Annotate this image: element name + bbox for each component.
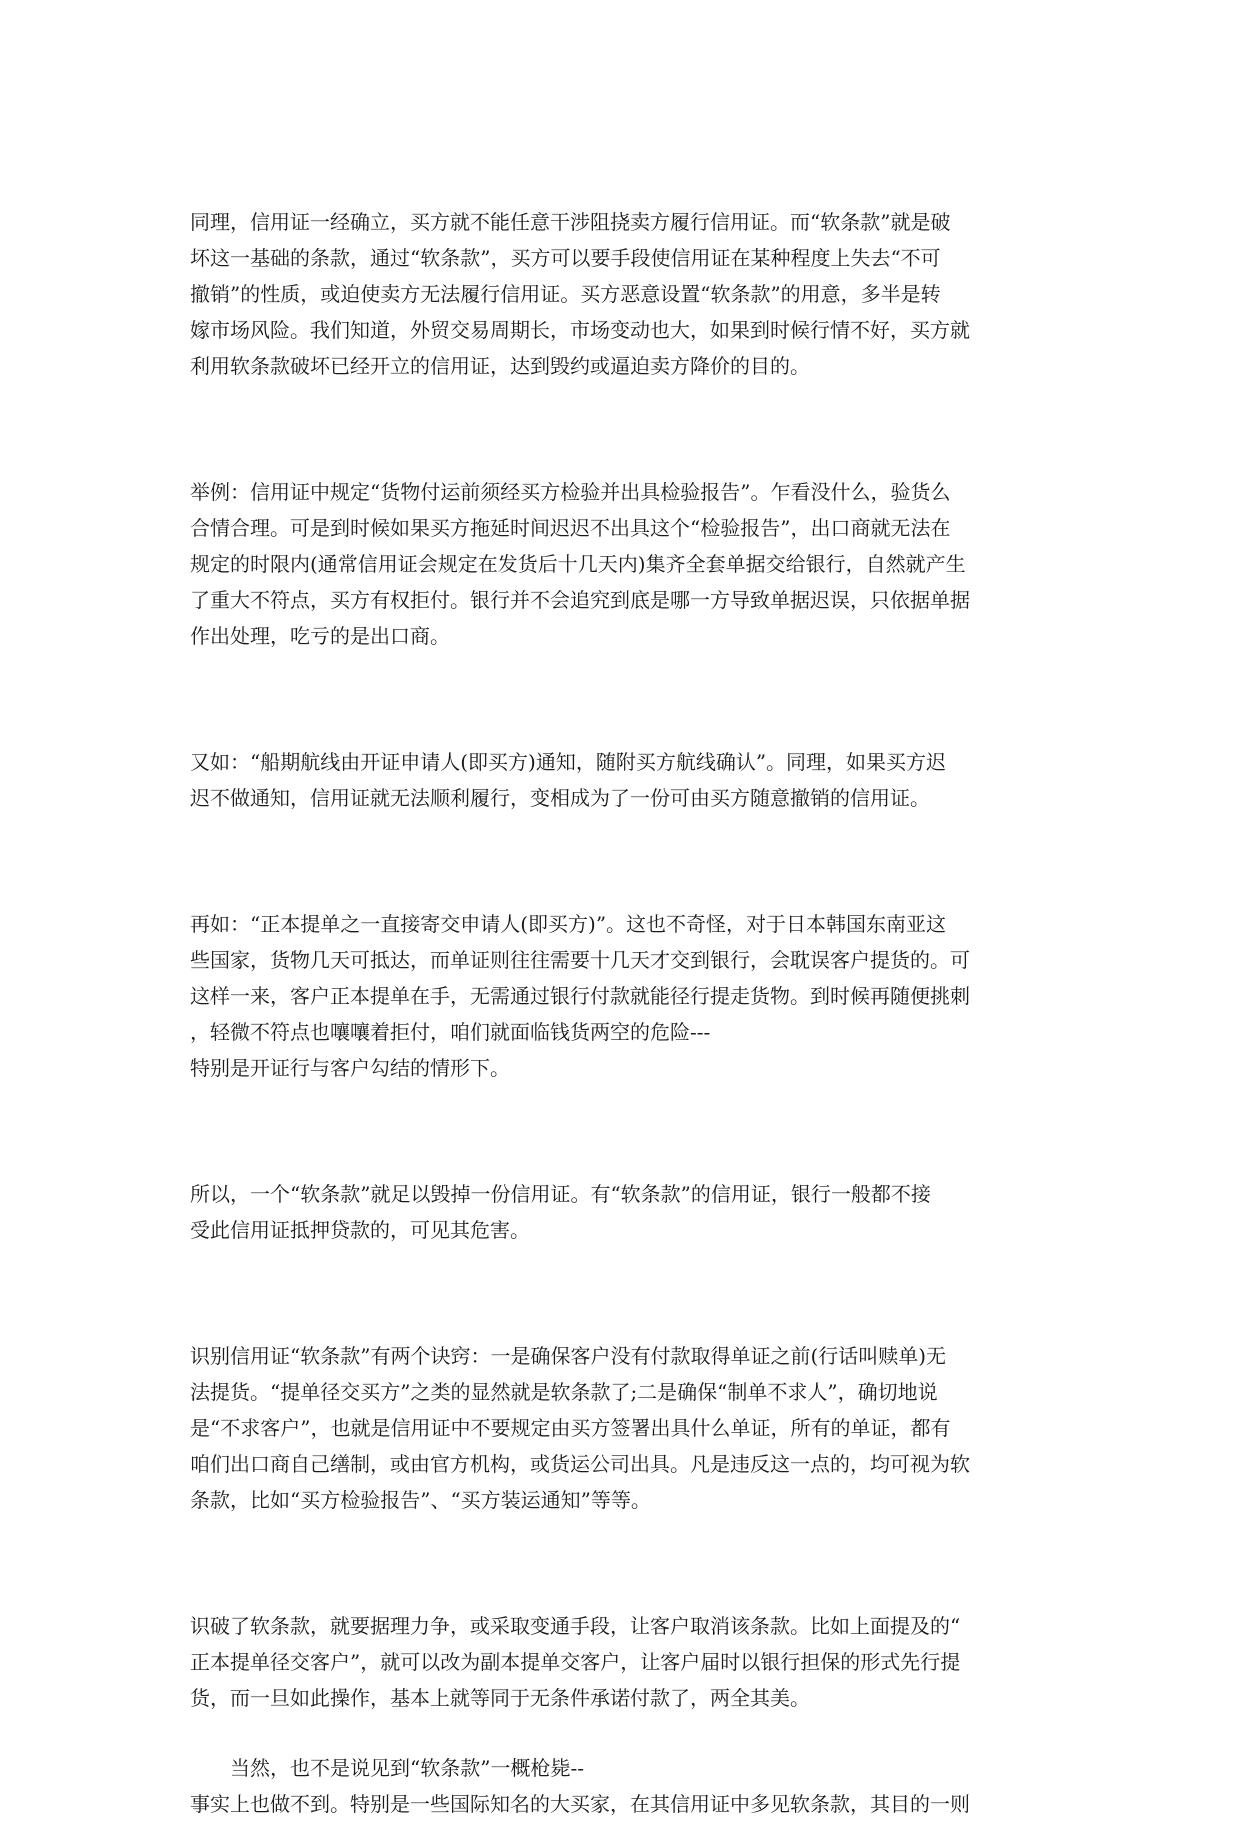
text-line: 咱们出口商自己缮制，或由官方机构，或货运公司出具。凡是违反这一点的，均可视为软 <box>190 1452 970 1476</box>
text-line: 同理，信用证一经确立，买方就不能任意干涉阻挠卖方履行信用证。而“软条款”就是破 <box>190 210 951 234</box>
text-line: 迟不做通知，信用证就无法顺利履行，变相成为了一份可由买方随意撤销的信用证。 <box>190 786 930 810</box>
text-line: 这样一来，客户正本提单在手，无需通过银行付款就能径行提走货物。到时候再随便挑刺 <box>190 984 970 1008</box>
paragraph-6 <box>190 1338 1050 1518</box>
text-line: 作出处理，吃亏的是出口商。 <box>190 624 450 648</box>
paragraph-8 <box>190 1750 1050 1822</box>
text-line: 受此信用证抵押贷款的，可见其危害。 <box>190 1218 530 1242</box>
text-line: 事实上也做不到。特别是一些国际知名的大买家，在其信用证中多见软条款，其目的一则 <box>190 1792 970 1816</box>
paragraph-spacer <box>190 1248 1050 1338</box>
text-line: 合情合理。可是到时候如果买方拖延时间迟迟不出具这个“检验报告”，出口商就无法在 <box>190 516 951 540</box>
paragraph-5 <box>190 1176 1050 1248</box>
text-line: 嫁市场风险。我们知道，外贸交易周期长，市场变动也大，如果到时候行情不好，买方就 <box>190 318 970 342</box>
document-body <box>190 204 1050 1822</box>
paragraph-spacer <box>190 1716 1050 1750</box>
text-line: 了重大不符点，买方有权拒付。银行并不会追究到底是哪一方导致单据迟误，只依据单据 <box>190 588 970 612</box>
paragraph-3 <box>190 744 1050 816</box>
paragraph-spacer <box>190 1086 1050 1176</box>
text-line: 规定的时限内(通常信用证会规定在发货后十几天内)集齐全套单据交给银行，自然就产生 <box>190 552 966 576</box>
paragraph-2 <box>190 474 1050 654</box>
text-line: 正本提单径交客户”，就可以改为副本提单交客户，让客户届时以银行担保的形式先行提 <box>190 1650 961 1674</box>
text-line: 所以，一个“软条款”就足以毁掉一份信用证。有“软条款”的信用证，银行一般都不接 <box>190 1182 931 1206</box>
paragraph-7 <box>190 1608 1050 1716</box>
text-line: 利用软条款破坏已经开立的信用证，达到毁约或逼迫卖方降价的目的。 <box>190 354 810 378</box>
text-line: 再如：“正本提单之一直接寄交申请人(即买方)”。这也不奇怪，对于日本韩国东南亚这 <box>190 912 947 936</box>
text-line: 条款，比如“买方检验报告”、“买方装运通知”等等。 <box>190 1488 651 1512</box>
paragraph-4 <box>190 906 1050 1086</box>
text-line: ，轻微不符点也嚷嚷着拒付，咱们就面临钱货两空的危险--- <box>190 1020 711 1044</box>
text-line: 些国家，货物几天可抵达，而单证则往往需要十几天才交到银行，会耽误客户提货的。可 <box>190 948 970 972</box>
paragraph-1 <box>190 204 1050 384</box>
paragraph-spacer <box>190 816 1050 906</box>
text-line: 又如：“船期航线由开证申请人(即买方)通知，随附买方航线确认”。同理，如果买方迟 <box>190 750 947 774</box>
text-line: 特别是开证行与客户勾结的情形下。 <box>190 1056 510 1080</box>
paragraph-spacer <box>190 384 1050 474</box>
text-line: 法提货。“提单径交买方”之类的显然就是软条款了;二是确保“制单不求人”，确切地说 <box>190 1380 938 1404</box>
text-line: 是“不求客户”，也就是信用证中不要规定由买方签署出具什么单证，所有的单证，都有 <box>190 1416 951 1440</box>
text-line: 坏这一基础的条款，通过“软条款”，买方可以要手段使信用证在某种程度上失去“不可 <box>190 246 941 270</box>
text-line: 识别信用证“软条款”有两个诀窍：一是确保客户没有付款取得单证之前(行话叫赎单)无 <box>190 1344 947 1368</box>
text-line: 当然，也不是说见到“软条款”一概枪毙-- <box>230 1756 584 1780</box>
text-line: 举例：信用证中规定“货物付运前须经买方检验并出具检验报告”。乍看没什么，验货么 <box>190 480 951 504</box>
text-line: 货，而一旦如此操作，基本上就等同于无条件承诺付款了，两全其美。 <box>190 1686 810 1710</box>
text-line: 识破了软条款，就要据理力争，或采取变通手段，让客户取消该条款。比如上面提及的“ <box>190 1614 961 1638</box>
paragraph-spacer <box>190 1518 1050 1608</box>
paragraph-spacer <box>190 654 1050 744</box>
text-line: 撤销”的性质，或迫使卖方无法履行信用证。买方恶意设置“软条款”的用意，多半是转 <box>190 282 941 306</box>
